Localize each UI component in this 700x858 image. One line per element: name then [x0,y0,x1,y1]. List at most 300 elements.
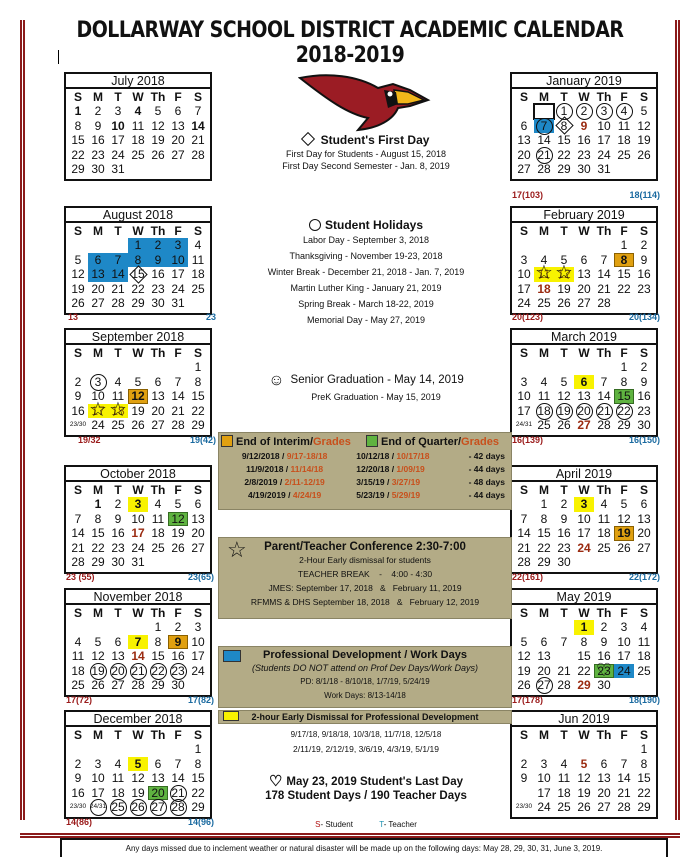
day-cell: 8 [540,511,548,526]
day-cell [188,162,208,177]
day-cell [514,620,534,635]
day-cell: 19 [171,526,185,540]
day-cell: 23 [168,664,188,679]
counts-november-2018: 17(72) 17(82) [66,695,214,705]
day-cell: 2 [640,360,648,374]
weekday-header: Th [596,606,612,620]
day-cell: 24 [131,540,145,555]
day-cell: 21 [171,403,185,418]
weekday-header: Th [596,224,612,238]
day-cell: 20 [637,526,651,540]
day-cell: 22 [617,281,631,296]
day-cell [128,620,148,635]
day-cell: 27 [148,800,168,815]
holiday-line: Winter Break - December 21, 2018 - Jan. 7, 2019 [267,267,465,277]
day-cell: 21 [534,148,554,163]
day-cell: 28 [617,800,631,814]
day-cell [514,360,534,375]
day-cell: 9 [168,635,188,650]
day-cell: 21 [71,540,85,555]
day-cell: 25 [131,147,145,162]
last-day-heading: May 23, 2019 Student's Last Day [286,776,464,788]
weekday-header: S [519,224,528,238]
day-cell: 4 [114,756,122,771]
day-cell [574,360,594,375]
day-cell: 10 [111,118,125,133]
day-cell: 25 [537,296,551,310]
day-cell [68,497,88,512]
conference-line: 2-Hour Early dismissal for students [299,555,431,565]
weekday-header: W [578,90,590,104]
day-cell: 27 [577,296,591,310]
weekday-header: S [73,483,82,497]
day-cell: 18 [191,267,205,281]
day-cell: 1 [194,742,202,756]
day-cell [168,162,188,177]
day-cell: 27 [151,418,165,432]
day-cell: 16 [151,267,165,281]
early-dismissal-heading: 2-hour Early Dismissal for Professional Development [251,712,479,722]
day-cell: 13 [597,771,611,785]
day-cell: 4 [540,252,548,267]
green-swatch-icon [366,435,378,447]
day-cell: 11 [191,252,205,267]
day-cell: 13 [151,389,165,403]
day-cell: 14 [191,118,205,133]
holidays-heading: Student Holidays [324,218,423,232]
day-cell [188,555,208,570]
grades-row: 11/9/2018 / 11/14/18 12/20/18 / 1/09/19 - 44 days [246,464,505,474]
holiday-line: Spring Break - March 18-22, 2019 [298,299,434,309]
day-cell: 1 [74,104,82,118]
day-cell: 6 [114,634,122,649]
day-cell: 1 [154,620,162,634]
day-cell: 29 [91,555,105,569]
day-cell: 8 [74,118,82,133]
calendar-june-2019 [510,710,658,819]
day-cell: 7 [534,119,554,134]
text-cursor [58,50,59,64]
counts-august-2018: 13 23 [68,312,216,322]
day-cell: 18 [111,785,125,800]
frame-border-right [675,20,680,820]
day-cell: 6 [574,375,594,390]
day-cell: 30 [557,555,571,569]
frame-border-left [20,20,25,820]
day-cell: 6 [600,756,608,771]
day-cell: 16 [637,389,651,403]
weekday-header: F [620,606,628,620]
weekday-header: F [174,606,182,620]
day-cell: 22 [71,147,85,162]
day-cell: 8 [620,374,628,389]
day-cell: 7 [620,756,628,771]
day-cell: 15 [637,771,651,785]
day-cell: 17 [191,649,205,663]
day-cell: 26 [131,418,145,432]
holiday-line: Memorial Day - May 27, 2019 [306,315,426,325]
weekday-header: W [132,728,144,742]
day-cell: 17 [537,785,551,800]
calendar-december-2018 [64,710,212,819]
weekday-header: W [132,483,144,497]
day-cell: 2 [74,756,82,771]
weekday-header: S [73,224,82,238]
day-cell: 28 [191,147,205,162]
day-cell: 22 [614,404,634,419]
day-cell [514,497,534,512]
day-cell: 6 [88,253,108,268]
day-cell: 12 [517,649,531,663]
weekday-header: S [73,728,82,742]
day-cell: 5 [74,252,82,267]
day-cell: 19 [554,404,574,419]
weekday-header: Th [150,224,166,238]
day-cell: 11 [537,389,551,403]
weekday-header: T [560,224,568,238]
day-cell: 27 [597,800,611,814]
day-cell: 28 [111,296,125,310]
day-cell: 3 [168,238,188,253]
day-cell: 3 [94,756,102,771]
day-cell: 1 [94,497,102,511]
day-cell: 5 [560,374,568,389]
weekday-header: T [114,606,122,620]
day-cell: 9 [148,253,168,268]
day-cell: 19 [637,133,651,147]
day-cell: 4 [134,104,142,118]
circle-icon [309,219,321,231]
weekday-header: Th [596,90,612,104]
month-name: May 2019 [512,590,656,605]
conference-line: JMES: September 17, 2018 & February 11, 2019 [268,583,462,593]
day-cell [128,360,148,375]
weekday-header: M [539,483,549,497]
day-cell: 15 [128,267,148,282]
weekday-header: T [114,728,122,742]
weekday-header: S [193,483,202,497]
day-cell [614,296,634,311]
day-cell: 21 [597,281,611,296]
day-cell: 1 [540,497,548,511]
day-cell: 8 [614,253,634,268]
day-cell: 26 [71,296,85,310]
day-cell: 28 [171,418,185,432]
month-name: December 2018 [66,712,210,727]
day-cell: 12 [91,649,105,663]
day-cell: 6 [174,104,182,118]
weekday-header: T [560,483,568,497]
weekday-header: T [114,483,122,497]
day-cell: 3 [594,104,614,119]
day-cell: 3 [128,497,148,512]
day-cell: 19 [131,403,145,418]
day-cell [128,742,148,757]
day-cell: 16 [171,649,185,663]
day-cell: 3 [88,375,108,390]
day-cell: 17 [91,785,105,800]
day-cell: 20 [91,281,105,296]
day-cell: 19 [88,664,108,679]
day-cell: 15 [71,133,85,147]
day-cell [88,238,108,253]
day-cell: 3 [114,104,122,118]
day-cell [168,742,188,757]
day-cell: 12 [617,511,631,526]
day-cell: 27 [577,418,591,432]
weekday-header: M [93,728,103,742]
day-cell: 3 [540,756,548,771]
calendar-may-2019 [510,588,658,697]
day-cell: 19 [557,281,571,296]
conference-line: TEACHER BREAK - 4:00 - 4:30 [297,569,433,579]
month-name: April 2019 [512,467,656,482]
first-day-line: First Day for Students - August 15, 2018 [285,149,447,159]
day-cell [634,296,654,311]
day-cell: 4 [600,497,608,511]
day-cell: 3 [194,620,202,634]
counts-february-2019: 20(123) 20(134) [512,312,660,322]
day-cell: 23 ♡ [594,664,614,679]
holiday-line: Martin Luther King - January 21, 2019 [290,283,442,293]
day-cell: 9 [114,511,122,526]
cardinal-logo-icon [298,70,433,135]
day-cell: 5 [620,497,628,511]
conference-line: RFMMS & DHS September 18, 2018 & February 12, 2019 [250,597,480,607]
day-cell: 20 [577,281,591,296]
day-cell [594,555,614,570]
day-cell [554,360,574,375]
day-cell: 24 [91,418,105,432]
day-cell: 6 [540,634,548,649]
day-cell: 7 [108,253,128,268]
counts-april-2019: 22(161) 22(172) [512,572,660,582]
day-cell: 12 [71,267,85,281]
day-cell: 6 [154,756,162,771]
day-cell: 12 [168,512,188,527]
day-cell: 12 [557,389,571,403]
day-cell: 9 [74,389,82,403]
day-cell: 15 [614,389,634,404]
day-cell: 14 [597,267,611,281]
day-cell: 5 [94,634,102,649]
day-cell: 20 [517,147,531,162]
day-cell: 22 [131,281,145,296]
day-cell: 13 [191,511,205,526]
day-cell [148,742,168,757]
day-cell: 15 [577,649,591,663]
weekday-header: F [620,483,628,497]
day-cell: 13 [517,133,531,147]
weekday-header: W [578,224,590,238]
day-cell: 1 [640,742,648,756]
day-cell: 5 [174,497,182,511]
day-cell: 21 [111,281,125,296]
day-cell: 2 [74,374,82,389]
day-cell: 9 [94,118,102,133]
day-cell: 6 [520,118,528,133]
work-days: Work Days: 8/13-14/18 [324,691,406,700]
day-cell [594,742,614,757]
day-cell: 20 [574,404,594,419]
day-cell: 14 [171,389,185,403]
day-cell: 8 [640,756,648,771]
grades-panel [218,432,512,510]
graduation-section [222,372,510,404]
day-cell: 19 [151,133,165,147]
day-cell: 25 [191,281,205,296]
day-cell: 9 [580,118,588,133]
day-cell: 22 [191,403,205,418]
yellow-swatch-icon [223,711,239,721]
day-cell: 12 [577,771,591,785]
weekday-header: W [132,606,144,620]
smiley-icon: ☺ [268,372,285,389]
day-cell: 21 [557,663,571,678]
prof-dev-heading: Professional Development / Work Days [263,649,467,661]
day-cell: 2 [560,497,568,511]
day-cell: 21 [191,133,205,147]
counts-december-2018: 14(86) 14(96) [66,817,214,827]
day-cell: 28 [597,296,611,310]
weekday-header: S [193,606,202,620]
day-cell: 23 [111,540,125,555]
weekday-header: S [639,224,648,238]
first-day-line: First Day Second Semester - Jan. 8, 2019 [282,161,450,171]
day-cell: 15 [191,771,205,785]
holiday-line: Labor Day - September 3, 2018 [302,235,430,245]
day-cell: 22 [148,664,168,679]
day-cell [148,555,168,570]
day-cell [534,742,554,757]
prof-dev-note: (Students DO NOT attend on Prof Dev Days/Work Days) [251,663,479,673]
counts-january-2019: 17(103) 18(114) [512,190,660,200]
day-cell: 23 [637,281,651,296]
day-cell: 25 [111,418,125,432]
day-cell [554,620,574,635]
day-cell: 22 [191,785,205,800]
day-cell [148,162,168,177]
day-cell: 7 [600,252,608,267]
weekday-header: T [114,346,122,360]
weekday-header: Th [150,346,166,360]
prof-dev-panel [218,646,512,708]
day-cell: 28 [557,678,571,692]
day-cell: 11 [71,649,85,663]
day-cell [634,162,654,177]
day-cell: 13 [577,389,591,403]
day-cell [108,360,128,375]
weekday-header: T [560,346,568,360]
day-cell: 29 [151,678,165,692]
day-cell: 1 [128,238,148,253]
counts-september-2018: 19/32 19(42) [78,435,216,445]
day-cell: 2 [148,238,168,253]
day-cell [574,555,594,570]
day-cell: 14 [71,526,85,540]
day-cell: 14 [617,771,631,785]
day-cell: 28 [537,162,551,176]
day-cell: 29 [637,800,651,814]
total-days: 178 Student Days / 190 Teacher Days [265,790,467,802]
first-day-section [222,133,510,172]
day-cell: 31 [131,555,145,569]
day-cell: 17 [171,267,185,281]
day-cell: 2 [94,104,102,118]
day-cell: 24 [191,663,205,678]
interim-heading: End of Interim/Grades [221,435,366,448]
weekday-header: F [174,90,182,104]
weekday-header: T [114,90,122,104]
day-cell: 16 [111,526,125,540]
day-cell: 18 [534,404,554,419]
day-cell: 24 [597,147,611,162]
pd-dates: PD: 8/1/18 - 8/10/18, 1/7/19, 5/24/19 [300,677,430,686]
day-cell: 26 [128,800,148,815]
weekday-header: S [519,728,528,742]
grades-row: 9/12/2018 / 9/17-18/18 10/12/18 / 10/17/18 - 42 days [241,451,505,461]
day-cell: 16 [71,403,85,418]
day-cell: 10 [597,118,611,133]
day-cell: 18 [71,663,85,678]
weekday-header: S [639,483,648,497]
month-name: September 2018 [66,330,210,345]
day-cell: 6 [154,374,162,389]
day-cell: 17 [577,526,591,540]
day-cell [594,360,614,375]
day-cell: 22 [91,540,105,555]
day-cell: 30 [597,678,611,692]
day-cell [188,678,208,693]
day-cell: 17 [597,133,611,147]
day-cell: 11 [637,634,651,649]
last-day-section [222,772,510,802]
day-cell: 11 [617,118,631,133]
calendar-march-2019 [510,328,658,437]
day-cell: 27 [191,540,205,555]
month-name: March 2019 [512,330,656,345]
day-cell: 10 [617,634,631,649]
day-cell: 15 [557,133,571,147]
conference-panel [218,537,512,619]
day-cell [88,620,108,635]
day-cell: 25 [151,540,165,555]
day-cell: 27 [517,162,531,176]
day-cell [514,238,534,253]
day-cell [88,742,108,757]
weekday-header: S [639,90,648,104]
day-cell [514,742,534,757]
weekday-header: M [539,728,549,742]
day-cell: 4 [194,238,202,252]
day-cell: 12 ☆ [554,267,574,282]
day-cell: 29 [617,418,631,432]
day-cell: 23/30 [515,803,533,810]
day-cell: 10 [91,389,105,403]
day-cell: 26 [91,678,105,692]
day-cell [68,360,88,375]
day-cell [168,360,188,375]
quarter-heading: End of Quarter/Grades [366,435,509,448]
day-cell: 21 [617,785,631,800]
weekday-header: F [620,346,628,360]
day-cell: 12 [131,771,145,785]
day-cell [634,678,654,693]
weekday-header: W [578,606,590,620]
day-cell: 18 [151,526,165,540]
weekday-header: Th [596,346,612,360]
day-cell [614,742,634,757]
